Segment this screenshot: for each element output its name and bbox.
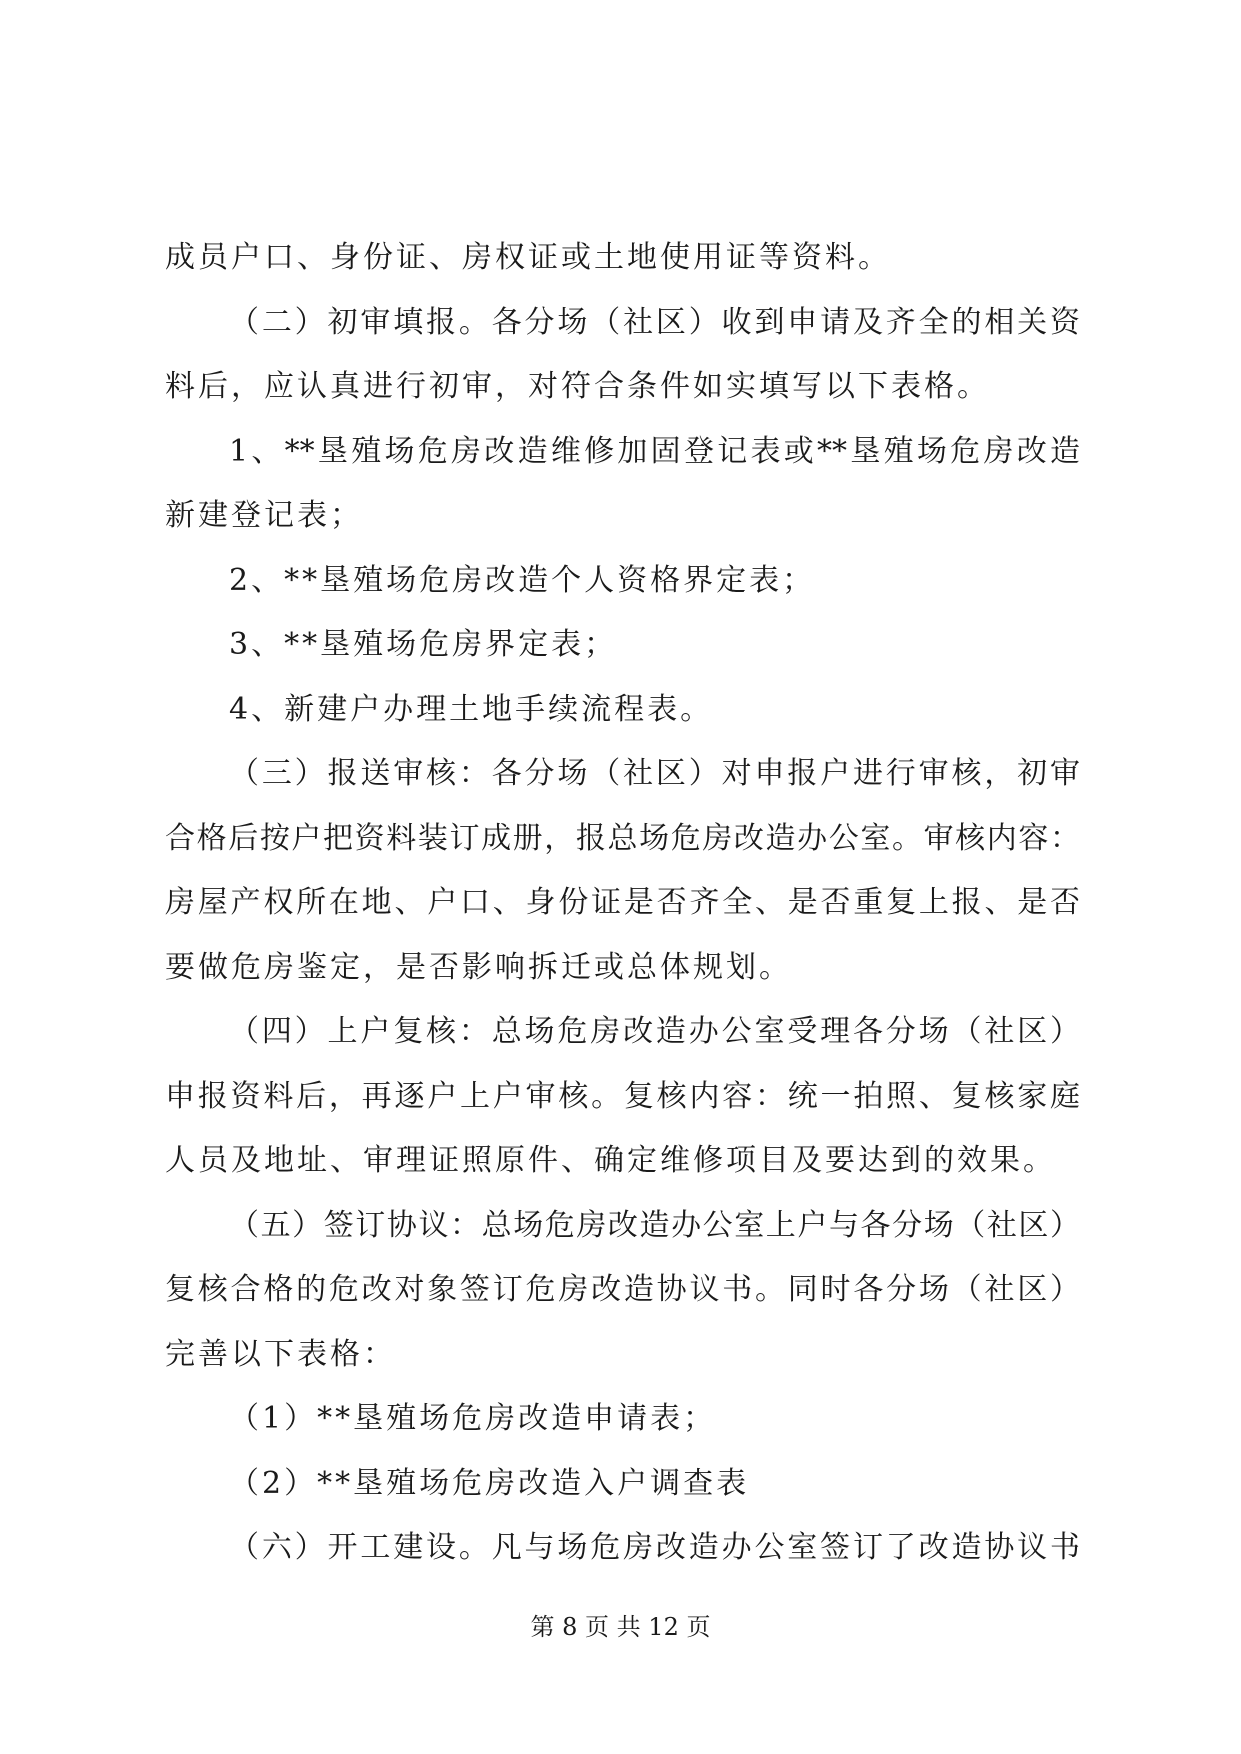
text-line: 成员户口、身份证、房权证或土地使用证等资料。 xyxy=(165,240,891,275)
text-line: （2）**垦殖场危房改造入户调查表 xyxy=(229,1465,750,1501)
text-line: （1）**垦殖场危房改造申请表； xyxy=(229,1401,717,1436)
text-line: 要做危房鉴定，是否影响拆迁或总体规划。 xyxy=(165,949,792,985)
text-line: 4、新建户办理土地手续流程表。 xyxy=(229,691,714,727)
text-line: 合格后按户把资料装订成册，报总场危房改造办公室。审核内容： xyxy=(165,820,1080,856)
text-line: 完善以下表格： xyxy=(165,1336,396,1372)
text-line: 复核合格的危改对象签订危房改造协议书。同时各分场（社区） xyxy=(165,1272,1080,1307)
text-line: 料后，应认真进行初审，对符合条件如实填写以下表格。 xyxy=(165,369,990,404)
text-line: 3、**垦殖场危房界定表； xyxy=(229,627,618,662)
page-number: 第 8 页 共 12 页 xyxy=(530,1613,711,1641)
text-line: 2、**垦殖场危房改造个人资格界定表； xyxy=(229,562,816,598)
text-line: （三）报送审核：各分场（社区）对申报户进行审核，初审 xyxy=(229,756,1080,791)
text-line: （六）开工建设。凡与场危房改造办公室签订了改造协议书 xyxy=(229,1530,1080,1565)
text-line: （四）上户复核：总场危房改造办公室受理各分场（社区） xyxy=(229,1014,1080,1049)
text-line: 人员及地址、审理证照原件、确定维修项目及要达到的效果。 xyxy=(165,1143,1056,1178)
text-line: （五）签订协议：总场危房改造办公室上户与各分场（社区） xyxy=(229,1207,1080,1243)
text-line: 1、**垦殖场危房改造维修加固登记表或**垦殖场危房改造 xyxy=(229,433,1080,469)
text-line: 新建登记表； xyxy=(165,498,363,533)
text-line: （二）初审填报。各分场（社区）收到申请及齐全的相关资 xyxy=(229,304,1080,340)
text-line: 房屋产权所在地、户口、身份证是否齐全、是否重复上报、是否 xyxy=(165,885,1080,920)
document-body xyxy=(165,226,1080,1581)
text-line: 申报资料后，再逐户上户审核。复核内容：统一拍照、复核家庭 xyxy=(165,1078,1080,1114)
